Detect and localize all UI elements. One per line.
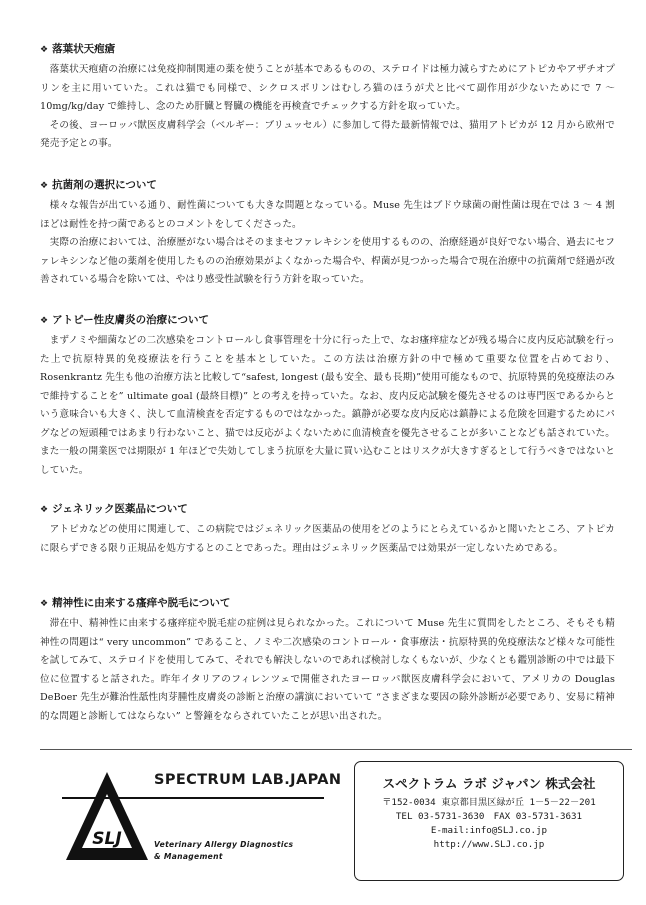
- diamond-bullet-icon: ❖: [40, 181, 49, 191]
- diamond-bullet-icon: ❖: [40, 505, 49, 515]
- section-heading: [40, 178, 615, 193]
- diamond-bullet-icon: ❖: [40, 316, 49, 326]
- logo-tagline: & Management: [154, 852, 223, 861]
- company-address: 〒152-0034 東京都目黒区緑が丘 1－5－22－201: [382, 797, 596, 808]
- paragraph: 様々な報告が出ている通り、耐性菌についても大きな問題となっている。Muse 先生はブドウ球菌の耐性菌は現在では 3 ～ 4 割ほどは耐性を持つ菌であるとのコメントをしてくださった。: [40, 200, 615, 230]
- company-logo: [62, 760, 342, 886]
- slj-logo-icon: [62, 768, 152, 868]
- section-heading: [40, 596, 615, 611]
- logo-mark-text: SLJ: [92, 829, 122, 849]
- diamond-bullet-icon: ❖: [40, 599, 49, 609]
- section-pemphigus: [40, 42, 615, 154]
- company-phone-fax: TEL 03-5731-3630 FAX 03-5731-3631: [395, 811, 583, 822]
- paragraph: アトピカなどの使用に関連して、この病院ではジェネリック医薬品の使用をどのようにとらえているかと聞いたところ、アトピカに限らずできる限り正規品を処方するとのことであった。理由はジェネリック医薬品では効果が一定しないためである。: [40, 524, 615, 554]
- company-info-box: [354, 761, 624, 881]
- company-email-link[interactable]: E-mail:info@SLJ.co.jp: [430, 825, 548, 836]
- paragraph: 落葉状天疱瘡の治療には免疫抑制関連の薬を使うことが基本であるものの、ステロイドは極力減らすためにアトピカやアザチオプリンを主に用いていた。これは猫でも同様で、シクロスポリンはむしろ猫のほうが犬と比べて副作用が少ないためにで 7 ～ 10mg/kg/day で維持し、念のため肝臓と腎臓の機能を再検査でチェックする方針を取っていた。: [40, 64, 615, 112]
- paragraph: その後、ヨーロッパ獣医皮膚科学会（ベルギー：ブリュッセル）に参加して得た最新情報では、猫用アトピカが 12 月から欧州で発売予定との事。: [40, 119, 615, 149]
- section-heading: [40, 42, 615, 57]
- section-title: 抗菌剤の選択について: [52, 179, 157, 191]
- footer-divider: [40, 749, 632, 750]
- paragraph: まずノミや細菌などの二次感染をコントロールし食事管理を十分に行った上で、なお瘙痒症などが残る場合に皮内反応試験を行った上で抗原特異的免疫療法を行うことを基本としていた。この方法は治療方針の中で極めて重要な位置を占めており、Rosenkrantz 先生も他の治療方法と比較して“safest, longest (最も安全、最も長期)”使用可能なもので、抗原特異的免疫療法のみで維持することを” ultimate goal (最終目標)” との考えを持っていた。なお、皮内反応試験を優先させるのは専門医であるからという意味合いも大きく、決して血清検査を否定するものではなかった。鎮静が必要な皮内反応は鎮静による危険を回避するためにパグなどの短頭種ではあまり行わないこと、猫では反応がよくないために血清検査を優先させることが多いことなども話されていた。また一般の開業医では期限が 1 年ほどで失効してしまう抗原を大量に買い込むことはリスクが大きすぎるとして行うべきではないとしていた。: [40, 335, 615, 476]
- section-atopic-dermatitis: [40, 313, 615, 480]
- section-heading: [40, 313, 615, 328]
- section-title: アトピー性皮膚炎の治療について: [52, 314, 209, 326]
- section-title: ジェネリック医薬品について: [52, 503, 188, 515]
- paragraph: 滞在中、精神性に由来する瘙痒症や脱毛症の症例は見られなかった。これについて Muse 先生に質問をしたところ、そもそも精神性の問題は“ very uncommon” であること、ノミや二次感染のコントロール・食事療法・抗原特異的免疫療法など様々な可能性を試してみて、ステロイドを使用してみて、それでも解決しないのであれば検討しなくもないが、少なくとも鑑別診断の中では最下位に位置すると話された。昨年イタリアのフィレンツェで開催されたヨーロッパ獣医皮膚科学会において、アメリカの Douglas DeBoer 先生が難治性舐性肉芽腫性皮膚炎の診断と治療の講演においていて “さまざまな要因の除外診断が必要であり、安易に精神的な問題と診断してはならない” と警鐘をならされていたことが思い出された。: [40, 618, 615, 722]
- section-antibiotics: [40, 178, 615, 290]
- section-generic-drugs: [40, 502, 615, 558]
- company-website-link[interactable]: http://www.SLJ.co.jp: [433, 839, 545, 850]
- company-name: スペクトラム ラボ ジャパン 株式会社: [382, 776, 596, 791]
- section-title: 精神性に由来する瘙痒や脱毛について: [52, 597, 231, 609]
- diamond-bullet-icon: ❖: [40, 45, 49, 55]
- section-title: 落葉状天疱瘡: [52, 43, 116, 55]
- logo-underline: [62, 797, 324, 799]
- section-psychogenic: [40, 596, 615, 726]
- paragraph: 実際の治療においては、治療歴がない場合はそのままセファレキシンを使用するものの、治療経過が良好でない場合、過去にセファレキシンなど他の薬剤を使用したものの治療効果がよくなかった場合や、桿菌が見つかった場合で現在治療中の抗菌剤で経過が改善されている場合を除いては、やはり感受性試験を行う方針を取っていた。: [40, 237, 615, 285]
- section-heading: [40, 502, 615, 517]
- logo-brand-name: SPECTRUM LAB.JAPAN: [154, 772, 342, 788]
- logo-tagline: Veterinary Allergy Diagnostics: [154, 840, 294, 849]
